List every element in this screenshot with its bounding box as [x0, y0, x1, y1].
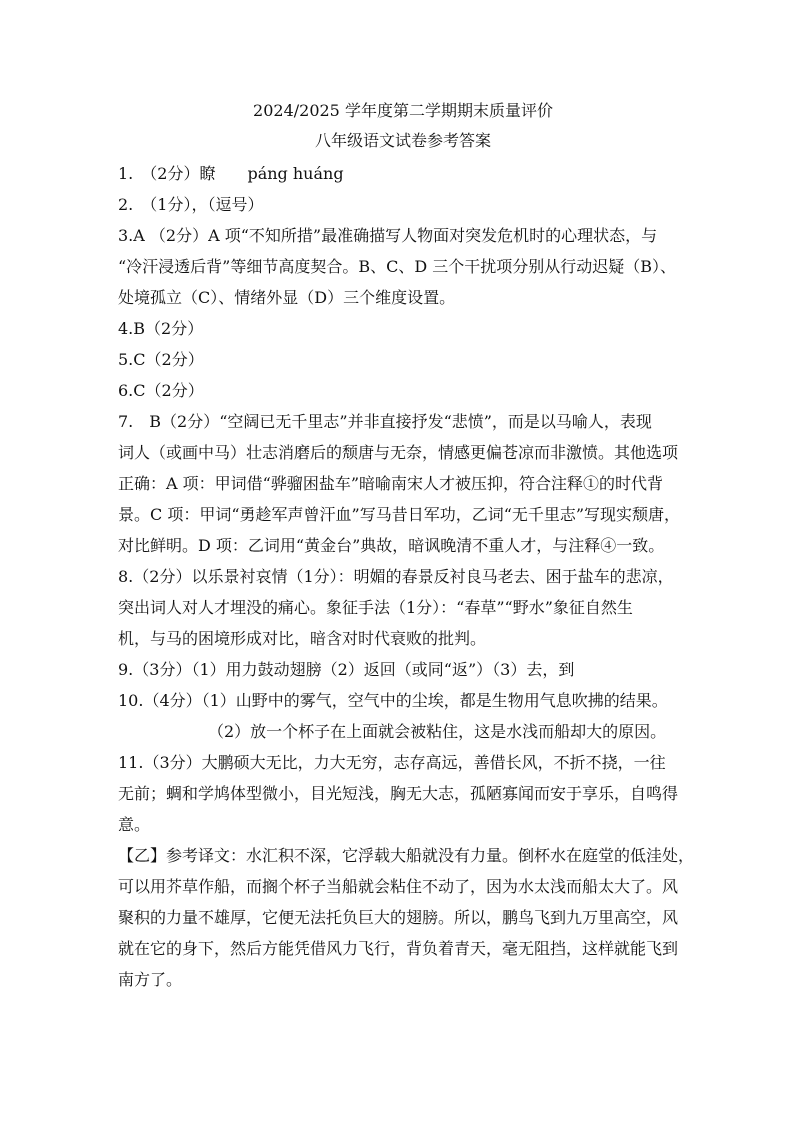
- answer-line-12: 景。C 项：甲词“勇趁军声曾汗血”写马昔日军功，乙词“无千里志”写现实颓唐，: [118, 505, 681, 524]
- answer-line-4: “冷汗浸透后背”等细节高度契合。B、C、D 三个干扰项分别从行动迟疑（B）、: [118, 257, 677, 276]
- document-title: 2024/2025 学年度第二学期期末质量评价: [253, 101, 553, 120]
- answer-line-8: 6.C（2分）: [118, 381, 204, 400]
- answer-line-5: 处境孤立（C）、情绪外显（D）三个维度设置。: [118, 288, 456, 307]
- answer-line-24: 可以用芥草作船，而搁个杯子当船就会粘住不动了，因为水太浅而船太大了。风: [118, 877, 679, 896]
- answer-line-13: 对比鲜明。D 项：乙词用“黄金台”典故，暗讽晚清不重人才，与注释④一致。: [118, 536, 665, 555]
- answer-line-19: （2）放一个杯子在上面就会被粘住，这是水浅而船却大的原因。: [208, 722, 667, 741]
- answer-line-3: 3.A （2分）A 项“不知所措”最准确描写人物面对突发危机时的心理状态，与: [118, 226, 658, 245]
- answer-line-16: 机，与马的困境形成对比，暗含对时代衰败的批判。: [118, 629, 487, 648]
- answer-line-1: 1. （2分）瞭 páng huáng: [118, 164, 344, 183]
- answer-line-10: 词人（或画中马）壮志消磨后的颓唐与无奈，情感更偏苍凉而非激愤。其他选项: [118, 443, 679, 462]
- answer-line-21: 无前；蜩和学鸠体型微小，目光短浅，胸无大志，孤陋寡闻而安于享乐，自鸣得: [118, 784, 679, 803]
- answers-body: [118, 158, 695, 995]
- answer-line-6: 4.B（2分）: [118, 319, 204, 338]
- answer-line-23: 【乙】参考译文：水汇积不深，它浮载大船就没有力量。倒杯水在庭堂的低洼处，: [118, 846, 695, 865]
- answer-line-14: 8.（2分）以乐景衬哀情（1分）：明媚的春景反衬良马老去、困于盐车的悲凉，: [118, 567, 674, 586]
- answer-line-27: 南方了。: [118, 970, 183, 989]
- answer-line-15: 突出词人对人才埋没的痛心。象征手法（1分）：“春草”“野水”象征自然生: [118, 598, 633, 617]
- answer-line-7: 5.C（2分）: [118, 350, 204, 369]
- answer-sheet: [118, 98, 695, 995]
- answer-line-25: 聚积的力量不雄厚，它便无法托负巨大的翅膀。所以，鹏鸟飞到九万里高空，风: [118, 908, 679, 927]
- answer-line-18: 10.（4分）（1）山野中的雾气，空气中的尘埃，都是生物用气息吹拂的结果。: [118, 691, 668, 710]
- answer-line-17: 9.（3分）（1）用力鼓动翅膀（2）返回（或同“返”）（3）去，到: [118, 660, 575, 679]
- answer-line-11: 正确：A 项：甲词借“骅骝困盐车”暗喻南宋人才被压抑，符合注释①的时代背: [118, 474, 664, 493]
- document-subtitle: 八年级语文试卷参考答案: [314, 131, 491, 150]
- answer-line-9: 7. B（2分）“空阔已无千里志”并非直接抒发“悲愤”，而是以马喻人，表现: [118, 412, 652, 431]
- answer-line-22: 意。: [118, 815, 151, 834]
- answer-line-26: 就在它的身下，然后方能凭借风力飞行，背负着青天，毫无阻挡，这样就能飞到: [118, 939, 679, 958]
- answer-line-2: 2. （1分），（逗号）: [118, 195, 264, 214]
- answer-line-20: 11.（3分）大鹏硕大无比，力大无穷，志存高远，善借长风，不折不挠，一往: [118, 753, 666, 772]
